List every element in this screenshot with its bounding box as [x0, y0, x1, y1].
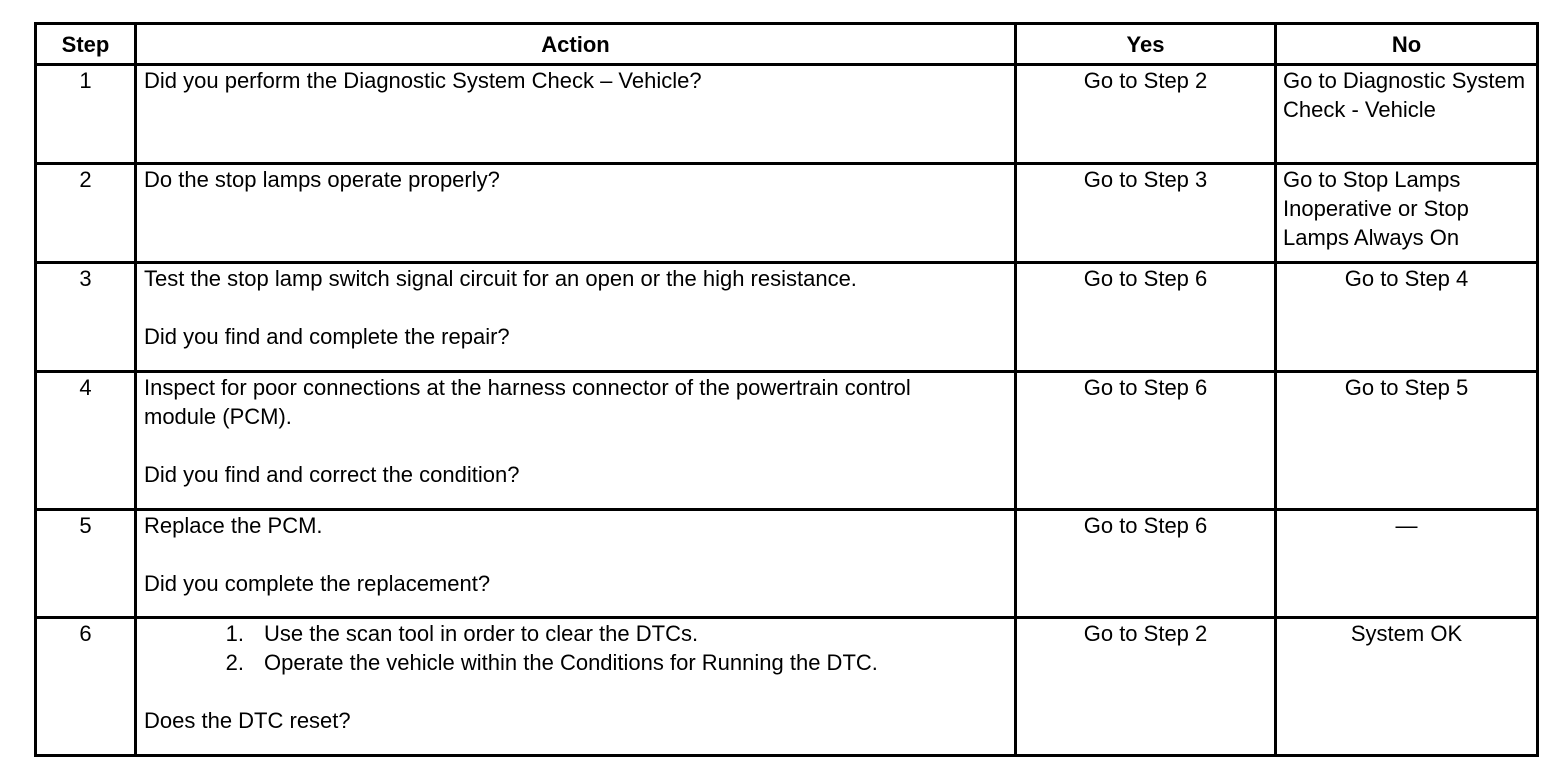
action-cell — [136, 164, 1016, 263]
step-number: 4 — [36, 372, 136, 510]
action-cell — [136, 510, 1016, 618]
table-row — [36, 372, 1538, 510]
no-cell: Go to Step 5 — [1276, 372, 1538, 510]
header-step: Step — [36, 24, 136, 65]
header-row — [36, 24, 1538, 65]
action-cell — [136, 263, 1016, 372]
header-action: Action — [136, 24, 1016, 65]
step-number: 6 — [36, 618, 136, 756]
action-text: Replace the PCM. — [144, 513, 323, 538]
list-item — [144, 619, 1007, 648]
diagnostic-table — [34, 22, 1539, 757]
table-row — [36, 65, 1538, 164]
action-question: Did you find and complete the repair? — [144, 324, 510, 349]
no-cell: System OK — [1276, 618, 1538, 756]
list-item-text: Operate the vehicle within the Conditions for Running the DTC. — [264, 650, 878, 675]
yes-cell: Go to Step 2 — [1016, 65, 1276, 164]
step-number: 1 — [36, 65, 136, 164]
table-row — [36, 510, 1538, 618]
yes-cell: Go to Step 3 — [1016, 164, 1276, 263]
table-row — [36, 618, 1538, 756]
no-cell: Go to Stop Lamps Inoperative or Stop Lamps Always On — [1276, 164, 1538, 263]
header-yes: Yes — [1016, 24, 1276, 65]
yes-cell: Go to Step 6 — [1016, 372, 1276, 510]
list-item-text: Use the scan tool in order to clear the DTCs. — [264, 621, 699, 646]
list-item-number: 1. — [225, 621, 244, 646]
yes-cell: Go to Step 2 — [1016, 618, 1276, 756]
no-cell: — — [1276, 510, 1538, 618]
action-text: Inspect for poor connections at the harness connector of the powertrain control module (PCM). — [144, 375, 911, 429]
action-text: Do the stop lamps operate properly? — [144, 167, 500, 192]
table-row — [36, 164, 1538, 263]
list-item-number: 2. — [225, 650, 244, 675]
yes-cell: Go to Step 6 — [1016, 263, 1276, 372]
no-cell: Go to Diagnostic System Check - Vehicle — [1276, 65, 1538, 164]
step-number: 2 — [36, 164, 136, 263]
list-item — [144, 648, 1007, 677]
no-cell: Go to Step 4 — [1276, 263, 1538, 372]
yes-cell: Go to Step 6 — [1016, 510, 1276, 618]
step-number: 5 — [36, 510, 136, 618]
action-text: Did you perform the Diagnostic System Check – Vehicle? — [144, 68, 702, 93]
action-question: Did you find and correct the condition? — [144, 462, 520, 487]
step-number: 3 — [36, 263, 136, 372]
action-question: Does the DTC reset? — [144, 708, 351, 733]
action-cell — [136, 618, 1016, 756]
table-row — [36, 263, 1538, 372]
action-list — [144, 619, 1007, 677]
action-cell — [136, 65, 1016, 164]
action-text: Test the stop lamp switch signal circuit for an open or the high resistance. — [144, 266, 857, 291]
action-cell — [136, 372, 1016, 510]
action-question: Did you complete the replacement? — [144, 571, 491, 596]
header-no: No — [1276, 24, 1538, 65]
